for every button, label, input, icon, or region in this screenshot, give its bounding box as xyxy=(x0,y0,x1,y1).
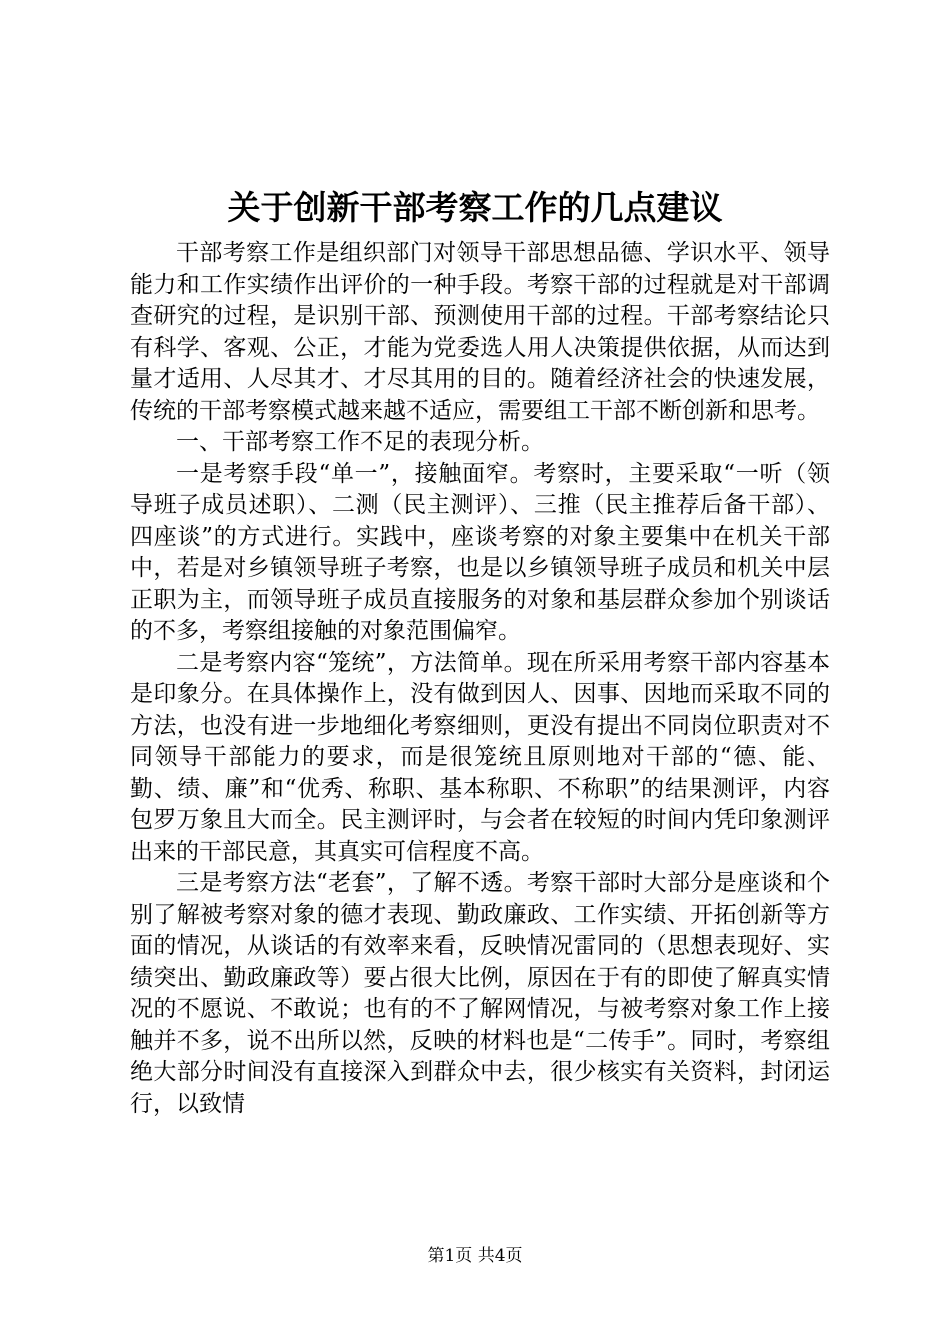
document-title: 关于创新干部考察工作的几点建议 xyxy=(227,188,723,227)
document-body xyxy=(130,238,830,1120)
section-heading: 一、干部考察工作不足的表现分析。 xyxy=(176,429,544,455)
paragraph-point-3: 三是考察方法“老套”，了解不透。考察干部时大部分是座谈和个别了解被考察对象的德才表现、勤政廉政、工作实绩、开拓创新等方面的情况，从谈话的有效率来看，反映情况雷同的（思想表现好、实绩突出、勤政廉政等）要占很大比例，原因在于有的即使了解真实情况的不愿说、不敢说；也有的不了解网情况，与被考察对象工作上接触并不多，说不出所以然，反映的材料也是“二传手”。同时，考察组绝大部分时间没有直接深入到群众中去，很少核实有关资料，封闭运行，以致情 xyxy=(130,870,830,1117)
paragraph-point-1: 一是考察手段“单一”，接触面窄。考察时，主要采取“一听（领导班子成员述职）、二测（民主测评）、三推（民主推荐后备干部）、四座谈”的方式进行。实践中，座谈考察的对象主要集中在机关干部中，若是对乡镇领导班子考察，也是以乡镇领导班子成员和机关中层正职为主，而领导班子成员直接服务的对象和基层群众参加个别谈话的不多，考察组接触的对象范围偏窄。 xyxy=(130,460,830,644)
paragraph-intro: 干部考察工作是组织部门对领导干部思想品德、学识水平、领导能力和工作实绩作出评价的一种手段。考察干部的过程就是对干部调查研究的过程，是识别干部、预测使用干部的过程。干部考察结论只有科学、客观、公正，才能为党委选人用人决策提供依据，从而达到量才适用、人尽其才、才尽其用的目的。随着经济社会的快速发展，传统的干部考察模式越来越不适应，需要组工干部不断创新和思考。 xyxy=(130,240,830,424)
page-footer: 第1页 共4页 xyxy=(427,1246,523,1266)
paragraph-point-2: 二是考察内容“笼统”，方法简单。现在所采用考察干部内容基本是印象分。在具体操作上，没有做到因人、因事、因地而采取不同的方法，也没有进一步地细化考察细则，更没有提出不同岗位职责对不同领导干部能力的要求，而是很笼统且原则地对干部的“德、能、勤、绩、廉”和“优秀、称职、基本称职、不称职”的结果测评，内容包罗万象且大而全。民主测评时，与会者在较短的时间内凭印象测评出来的干部民意，其真实可信程度不高。 xyxy=(130,649,830,865)
